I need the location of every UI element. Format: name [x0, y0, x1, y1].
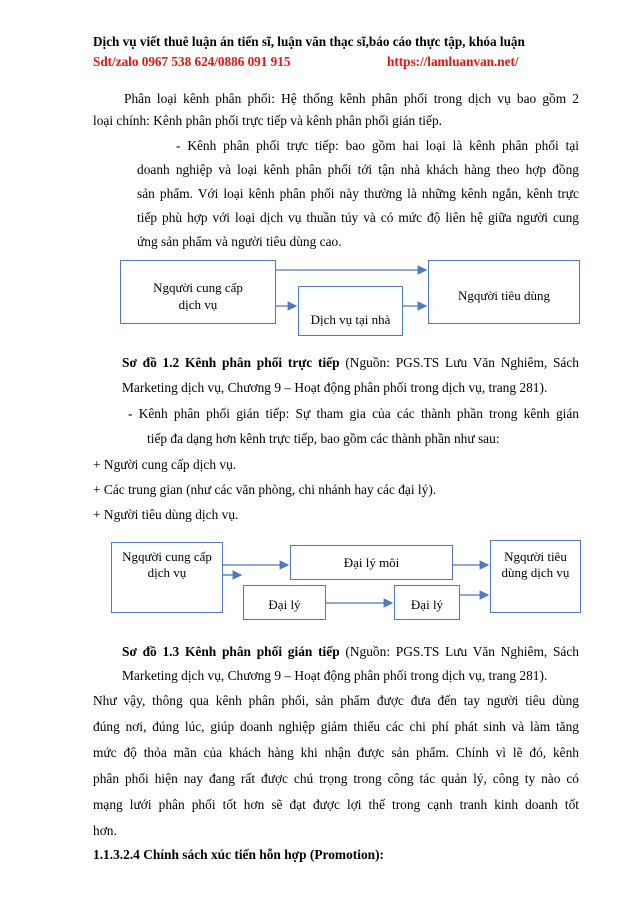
paragraph-line: đúng nơi, đúng lúc, giúp doanh nghiệp giảm thiểu các chi phí phát sinh và làm tăng	[93, 719, 579, 734]
diagram2-agent2-box	[394, 585, 460, 620]
header-contact: Sdt/zalo 0967 538 624/0886 091 915	[93, 54, 291, 69]
paragraph-line: Phân loại kênh phân phối: Hệ thống kênh phân phối trong dịch vụ bao gồm 2	[124, 91, 579, 106]
diagram2-provider-label: Ngqười cung cấp dịch vụ	[122, 549, 212, 580]
header-title: Dịch vụ viết thuê luận án tiến sĩ, luận văn thạc sĩ,báo cáo thực tập, khóa luận	[93, 34, 525, 49]
paragraph-line: mạng lưới phân phối tốt hơn sẽ đạt được lợi thế trong cạnh tranh kinh doanh tốt	[93, 797, 579, 812]
caption-title: Sơ đồ 1.2 Kênh phân phối trực tiếp	[122, 355, 340, 370]
diagram2-consumer-label: Ngqười tiêu dùng dịch vụ	[501, 549, 570, 580]
bullet-line: tiếp đa dạng hơn kênh trực tiếp, bao gồm các thành phần như sau:	[147, 431, 500, 446]
diagram2-broker-label: Đại lý môi	[343, 555, 400, 570]
bullet-line: ứng sản phẩm và người tiêu dùng cao.	[137, 234, 342, 249]
header-website-link[interactable]: https://lamluanvan.net/	[387, 54, 519, 69]
diagram2-agent1-box	[243, 585, 326, 620]
diagram1-home-service-label: Dịch vụ tại nhà	[310, 312, 391, 327]
figure-caption	[122, 643, 579, 661]
diagram1-provider-box	[120, 260, 276, 324]
list-item: + Người tiêu dùng dịch vụ.	[93, 507, 239, 522]
section-heading: 1.1.3.2.4 Chính sách xúc tiến hỗn hợp (Promotion):	[93, 847, 385, 862]
diagram2-agent1-label: Đại lý	[268, 597, 301, 612]
caption-source: (Nguồn: PGS.TS Lưu Văn Nghiêm, Sách	[339, 355, 579, 370]
diagram2-agent2-label: Đại lý	[410, 597, 444, 612]
bullet-line: - Kênh phân phối trực tiếp: bao gồm hai loại là kênh phân phối tại	[176, 138, 579, 153]
paragraph-line: phân phối hiện nay đang rất được chú trọng trong công tác quản lý, công ty nào có	[93, 771, 579, 786]
bullet-line: doanh nghiệp và loại kênh phân phối tới tận nhà khách hàng theo hợp đồng	[137, 162, 579, 177]
list-item: + Các trung gian (như các văn phòng, chi nhánh hay các đại lý).	[93, 482, 437, 497]
figure-caption-line: Marketing dịch vụ, Chương 9 – Hoạt động phân phối trong dịch vụ, trang 281).	[122, 668, 548, 683]
caption-title: Sơ đồ 1.3 Kênh phân phối gián tiếp	[122, 644, 340, 659]
bullet-line: tiếp phù hợp với loại dịch vụ thuần túy và có mức độ liên hệ giữa người cung	[137, 210, 579, 225]
figure-caption	[122, 354, 579, 372]
bullet-line: sản phẩm. Với loại kênh phân phối này thường là những kênh ngắn, kênh trực	[137, 186, 579, 201]
paragraph-line: loại chính: Kênh phân phối trực tiếp và kênh phân phối gián tiếp.	[93, 113, 443, 128]
paragraph-line: Như vậy, thông qua kênh phân phối, sản phẩm được đưa đến tay người tiêu dùng	[93, 693, 579, 708]
caption-source: (Nguồn: PGS.TS Lưu Văn Nghiêm, Sách	[339, 644, 580, 659]
paragraph-line: hơn.	[93, 823, 117, 838]
bullet-line: - Kênh phân phối gián tiếp: Sự tham gia của các thành phần trong kênh gián	[128, 406, 579, 421]
figure-caption-line: Marketing dịch vụ, Chương 9 – Hoạt động phân phối trong dịch vụ, trang 281).	[122, 380, 548, 395]
list-item: + Người cung cấp dịch vụ.	[93, 457, 237, 472]
paragraph-line: mức độ thỏa mãn của khách hàng khi nhận được sản phẩm. Chính vì lẽ đó, kênh	[93, 745, 579, 760]
diagram1-consumer-box	[428, 260, 580, 324]
diagram2-consumer-box	[490, 540, 581, 613]
diagram2-broker-box	[290, 545, 453, 580]
diagram2-provider-box	[111, 542, 223, 613]
diagram1-home-service-box	[298, 286, 403, 336]
diagram1-provider-label: Ngqười cung cấp dịch vụ	[153, 280, 243, 312]
diagram1-consumer-label: Ngqười tiêu dùng	[458, 288, 550, 303]
